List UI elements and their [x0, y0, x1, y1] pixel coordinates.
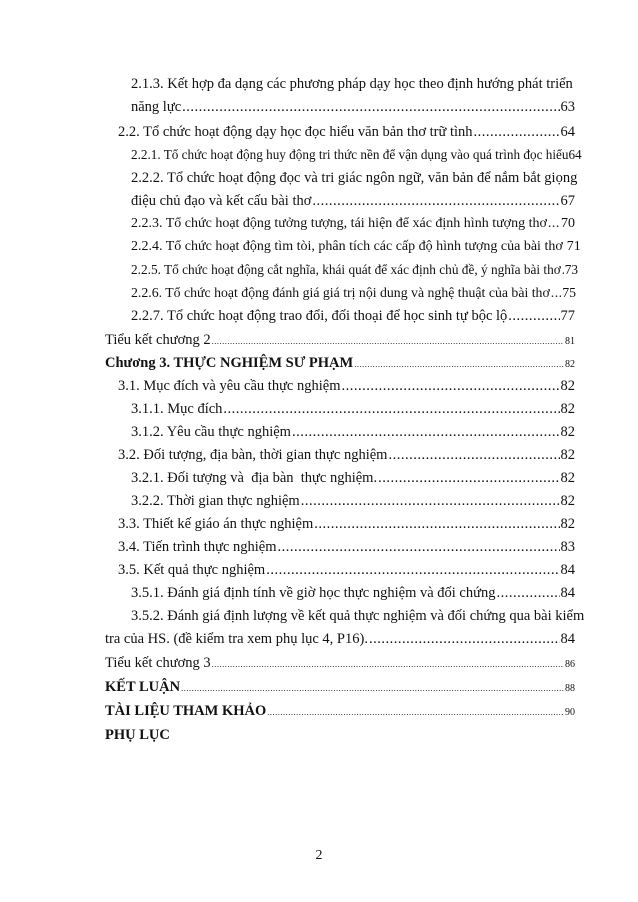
page-number: 2: [315, 848, 323, 863]
toc-entry-summary-ch2: [105, 333, 575, 348]
toc-entry-page: 84: [560, 562, 575, 578]
toc-entry-page: 70: [561, 216, 575, 231]
toc-entry-page: 83: [560, 539, 575, 555]
toc-entry-2-1-3: 2.1.3. Kết hợp đa dạng các phương pháp dạy học theo định hướng phát triển: [131, 76, 573, 92]
dot-leader: [266, 563, 559, 578]
toc-entry-chapter-3: [105, 356, 575, 371]
toc-entry-page: 82: [560, 447, 575, 463]
toc-entry-page: 64: [560, 124, 575, 140]
dot-leader: [551, 286, 561, 300]
toc-entry-title: 2.2.1. Tổ chức hoạt động huy động tri thức nền để vận dụng vào quá trình đọc hiểu: [131, 147, 569, 162]
toc-entry-page: 82: [560, 493, 575, 509]
toc-entry-title: TÀI LIỆU THAM KHẢO: [105, 703, 267, 719]
toc-entry-title: 2.2.7. Tổ chức hoạt động trao đổi, đối thoại để học sinh tự bộc lộ: [131, 308, 508, 324]
dot-leader: [292, 425, 560, 440]
dot-leader: [314, 517, 559, 532]
toc-entry-page: 82: [560, 516, 575, 532]
toc-entry-2-2-2: 2.2.2. Tổ chức hoạt động đọc và tri giác ngôn ngữ, văn bản để nắm bắt giọng: [131, 170, 578, 186]
toc-entry-title: 3.1. Mục đích và yêu cầu thực nghiệm: [118, 378, 341, 394]
dot-leader: [508, 309, 559, 324]
toc-entry-3-1-2: [131, 425, 575, 440]
toc-entry-page: 84: [560, 631, 575, 647]
toc-entry-3-5-1: [131, 586, 575, 601]
toc-entry-title: 2.2.6. Tổ chức hoạt động đánh giá giá trị nội dung và nghệ thuật của bài thơ: [131, 285, 550, 300]
toc-entry-title: Tiểu kết chương 3: [105, 655, 211, 671]
toc-entry-title: 3.1.2. Yêu cầu thực nghiệm: [131, 424, 291, 440]
toc-entry-title: điệu chủ đạo và kết cấu bài thơ: [131, 193, 312, 209]
toc-entry-title: 2.2.3. Tổ chức hoạt động tưởng tượng, tái hiện để xác định hình tượng thơ: [131, 216, 547, 231]
toc-entry-3-1: [118, 379, 575, 394]
toc-entry-title: 3.4. Tiến trình thực nghiệm: [118, 539, 277, 555]
toc-entry-page: 82: [560, 401, 575, 417]
toc-entry-title: 3.5. Kết quả thực nghiệm: [118, 562, 266, 578]
dot-leader: [301, 494, 560, 509]
toc-entry-page: 82: [565, 359, 575, 370]
dot-leader: [267, 708, 564, 717]
toc-entry-3-2: [118, 448, 575, 463]
dot-leader: [182, 100, 559, 115]
toc-entry-page: 64: [568, 147, 582, 162]
toc-entry-appendix: PHỤ LỤC: [105, 727, 170, 743]
toc-entry-page: 82: [560, 470, 575, 486]
toc-entry-3-5: [118, 563, 575, 578]
dot-leader: [223, 402, 559, 417]
toc-entry-title: 3.2.2. Thời gian thực nghiệm: [131, 493, 300, 509]
toc-entry-2-2: [118, 125, 575, 140]
dot-leader: [354, 360, 564, 369]
toc-entry-title: 3.3. Thiết kế giáo án thực nghiệm: [118, 516, 314, 532]
toc-entry-2-2-3: [131, 217, 575, 231]
dot-leader: [562, 263, 564, 276]
toc-entry-page: 86: [565, 659, 575, 670]
toc-entry-title: 3.1.1. Mục đích: [131, 401, 223, 417]
dot-leader: [212, 337, 564, 346]
toc-entry-page: 63: [560, 99, 575, 115]
dot-leader: [341, 379, 559, 394]
toc-entry-title: 3.5.1. Đánh giá định tính về giờ học thực nghiệm và đối chứng: [131, 585, 496, 601]
dot-leader: [278, 540, 560, 555]
dot-leader: [474, 125, 560, 140]
toc-entry-page: 75: [562, 285, 576, 300]
toc-entry-conclusion: [105, 680, 575, 695]
toc-entry-page: 84: [560, 585, 575, 601]
toc-entry-page: 77: [560, 308, 575, 324]
toc-entry-3-3: [118, 517, 575, 532]
dot-leader: [496, 586, 559, 601]
toc-entry-2-1-3-cont: [131, 100, 575, 115]
toc-entry-3-5-2-cont: [105, 632, 575, 647]
toc-entry-3-1-1: [131, 402, 575, 417]
toc-entry-page: 90: [565, 707, 575, 718]
dot-leader: [212, 660, 564, 669]
dot-leader: [369, 632, 560, 647]
toc-entry-2-2-1: [131, 147, 582, 162]
toc-entry-title: 3.2.1. Đối tượng và địa bàn thực nghiệm.: [131, 470, 378, 486]
toc-entry-title: Chương 3. THỰC NGHIỆM SƯ PHẠM: [105, 355, 354, 371]
toc-entry-title: KẾT LUẬN: [105, 679, 181, 695]
toc-entry-2-2-6: [131, 286, 576, 300]
toc-entry-2-2-4: [131, 239, 581, 254]
toc-entry-title: Tiểu kết chương 2: [105, 332, 211, 348]
toc-entry-page: 67: [560, 193, 575, 209]
toc-entry-title: 2.2.4. Tổ chức hoạt động tìm tòi, phân tích các cấp độ hình tượng của bài thơ: [131, 239, 563, 254]
toc-entry-page: 82: [560, 424, 575, 440]
dot-leader: [181, 684, 564, 693]
toc-entry-2-2-2-cont: [131, 194, 575, 209]
toc-entry-page: 81: [565, 336, 575, 347]
toc-entry-title: 2.2.5. Tổ chức hoạt động cắt nghĩa, khái quát để xác định chủ đề, ý nghĩa bài thơ: [131, 262, 561, 277]
toc-entry-summary-ch3: [105, 656, 575, 671]
toc-entry-2-2-5: [131, 263, 578, 276]
toc-entry-title: 2.2. Tổ chức hoạt động dạy học đọc hiểu văn bản thơ trữ tình: [118, 124, 473, 140]
dot-leader: [548, 217, 560, 231]
toc-entry-page: 82: [560, 378, 575, 394]
toc-entry-page: 71: [566, 239, 581, 254]
toc-entry-3-2-1: [131, 471, 575, 486]
toc-entry-3-4: [118, 540, 575, 555]
toc-entry-3-5-2: 3.5.2. Đánh giá định lượng về kết quả thực nghiệm và đối chứng qua bài kiểm: [131, 608, 585, 624]
toc-entry-title: tra của HS. (đề kiểm tra xem phụ lục 4, P16).: [105, 631, 368, 647]
toc-entry-title: năng lực: [131, 99, 182, 115]
toc-entry-title: 3.2. Đối tượng, địa bàn, thời gian thực nghiệm: [118, 447, 388, 463]
toc-entry-2-2-7: [131, 309, 575, 324]
toc-entry-3-2-2: [131, 494, 575, 509]
toc-entry-references: [105, 704, 575, 719]
dot-leader: [388, 448, 559, 463]
dot-leader: [378, 471, 559, 486]
dot-leader: [312, 194, 559, 209]
toc-entry-page: 73: [564, 262, 578, 277]
toc-entry-page: 88: [565, 683, 575, 694]
